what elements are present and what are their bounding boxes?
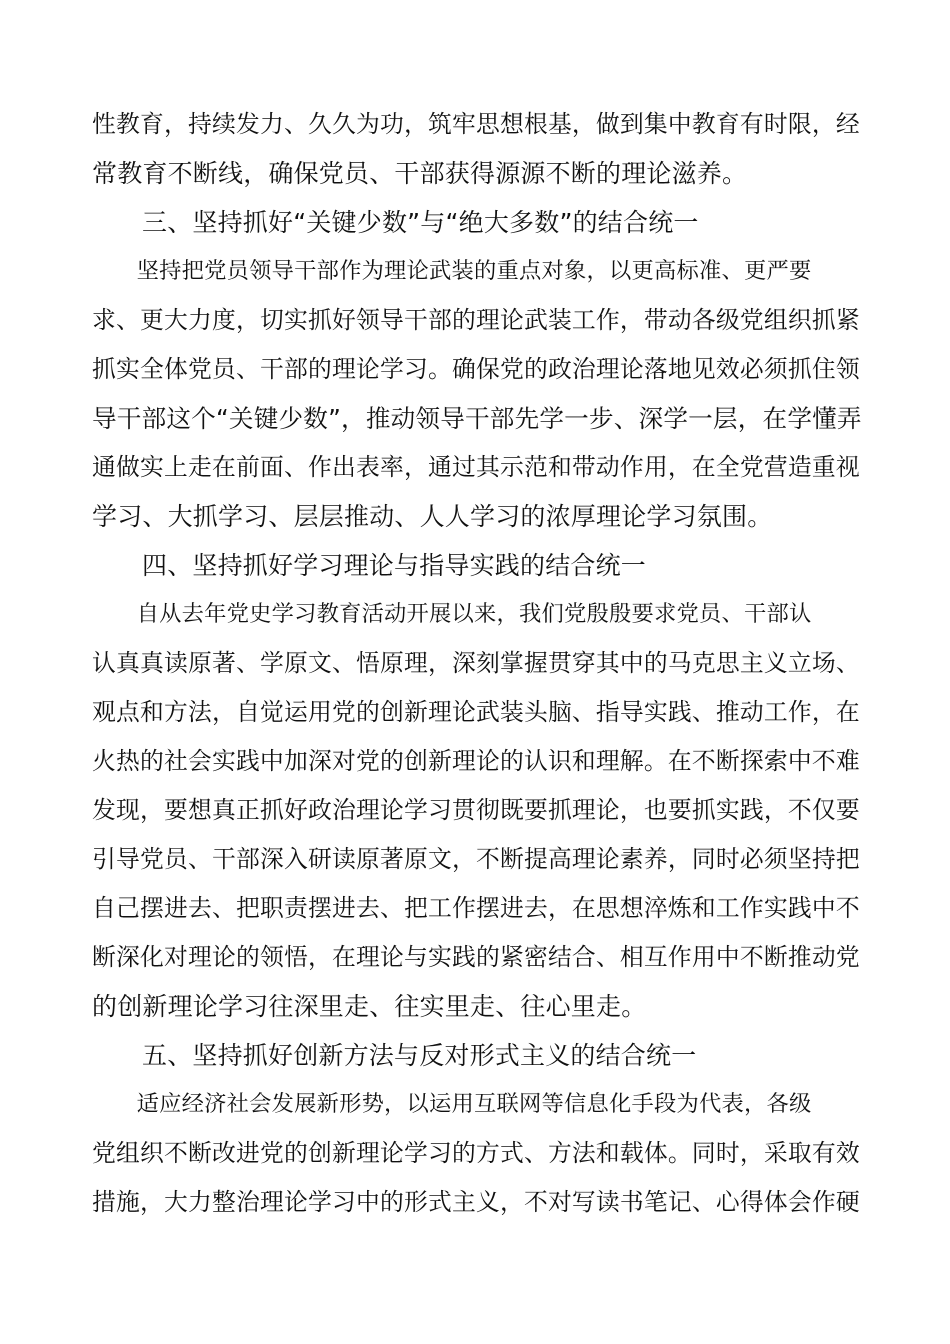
section-heading-4 bbox=[92, 541, 862, 590]
text-line: 适应经济社会发展新形势，以运用互联网等信息化手段为代表，各级 bbox=[136, 1091, 812, 1117]
paragraph-continued bbox=[92, 100, 862, 198]
document-body bbox=[92, 100, 862, 1227]
text-line: 火热的社会实践中加深对党的创新理论的认识和理解。在不断探索中不难 bbox=[92, 747, 860, 775]
paragraph-section-5 bbox=[92, 1080, 862, 1227]
text-line: 求、更大力度，切实抓好领导干部的理论武装工作，带动各级党组织抓紧 bbox=[92, 306, 860, 334]
text-line: 自己摆进去、把职责摆进去、把工作摆进去，在思想淬炼和工作实践中不 bbox=[92, 894, 860, 922]
text-line: 常教育不断线，确保党员、干部获得源源不断的理论滋养。 bbox=[92, 159, 748, 188]
text-line: 观点和方法，自觉运用党的创新理论武装头脑、指导实践、推动工作，在 bbox=[92, 698, 860, 726]
text-line: 通做实上走在前面、作出表率，通过其示范和带动作用，在全党营造重视 bbox=[92, 453, 860, 481]
section-heading-3 bbox=[92, 198, 862, 247]
text-line: 性教育，持续发力、久久为功，筑牢思想根基，做到集中教育有时限，经 bbox=[92, 110, 860, 138]
heading-line: 三、坚持抓好“关键少数”与“绝大多数”的结合统一 bbox=[142, 208, 699, 237]
text-line: 导干部这个“关键少数”，推动领导干部先学一步、深学一层，在学懂弄 bbox=[92, 404, 862, 433]
text-line: 措施，大力整治理论学习中的形式主义，不对写读书笔记、心得体会作硬 bbox=[92, 1188, 860, 1216]
text-line: 断深化对理论的领悟，在理论与实践的紧密结合、相互作用中不断推动党 bbox=[92, 943, 860, 971]
text-line: 抓实全体党员、干部的理论学习。确保党的政治理论落地见效必须抓住领 bbox=[92, 355, 860, 383]
text-line: 坚持把党员领导干部作为理论武装的重点对象，以更高标准、更严要 bbox=[136, 258, 812, 284]
text-line: 自从去年党史学习教育活动开展以来，我们党殷殷要求党员、干部认 bbox=[136, 601, 812, 627]
paragraph-section-4 bbox=[92, 590, 862, 1031]
text-line: 党组织不断改进党的创新理论学习的方式、方法和载体。同时，采取有效 bbox=[92, 1139, 860, 1167]
text-line: 引导党员、干部深入研读原著原文，不断提高理论素养，同时必须坚持把 bbox=[92, 845, 860, 873]
section-heading-5 bbox=[92, 1031, 862, 1080]
text-line: 的创新理论学习往深里走、往实里走、往心里走。 bbox=[92, 992, 647, 1021]
heading-line: 五、坚持抓好创新方法与反对形式主义的结合统一 bbox=[142, 1041, 697, 1070]
paragraph-section-3 bbox=[92, 247, 862, 541]
heading-line: 四、坚持抓好学习理论与指导实践的结合统一 bbox=[142, 551, 647, 580]
text-line: 学习、大抓学习、层层推动、人人学习的浓厚理论学习氛围。 bbox=[92, 502, 773, 531]
text-line: 发现，要想真正抓好政治理论学习贯彻既要抓理论，也要抓实践，不仅要 bbox=[92, 796, 860, 824]
text-line: 认真真读原著、学原文、悟原理，深刻掌握贯穿其中的马克思主义立场、 bbox=[92, 649, 860, 677]
